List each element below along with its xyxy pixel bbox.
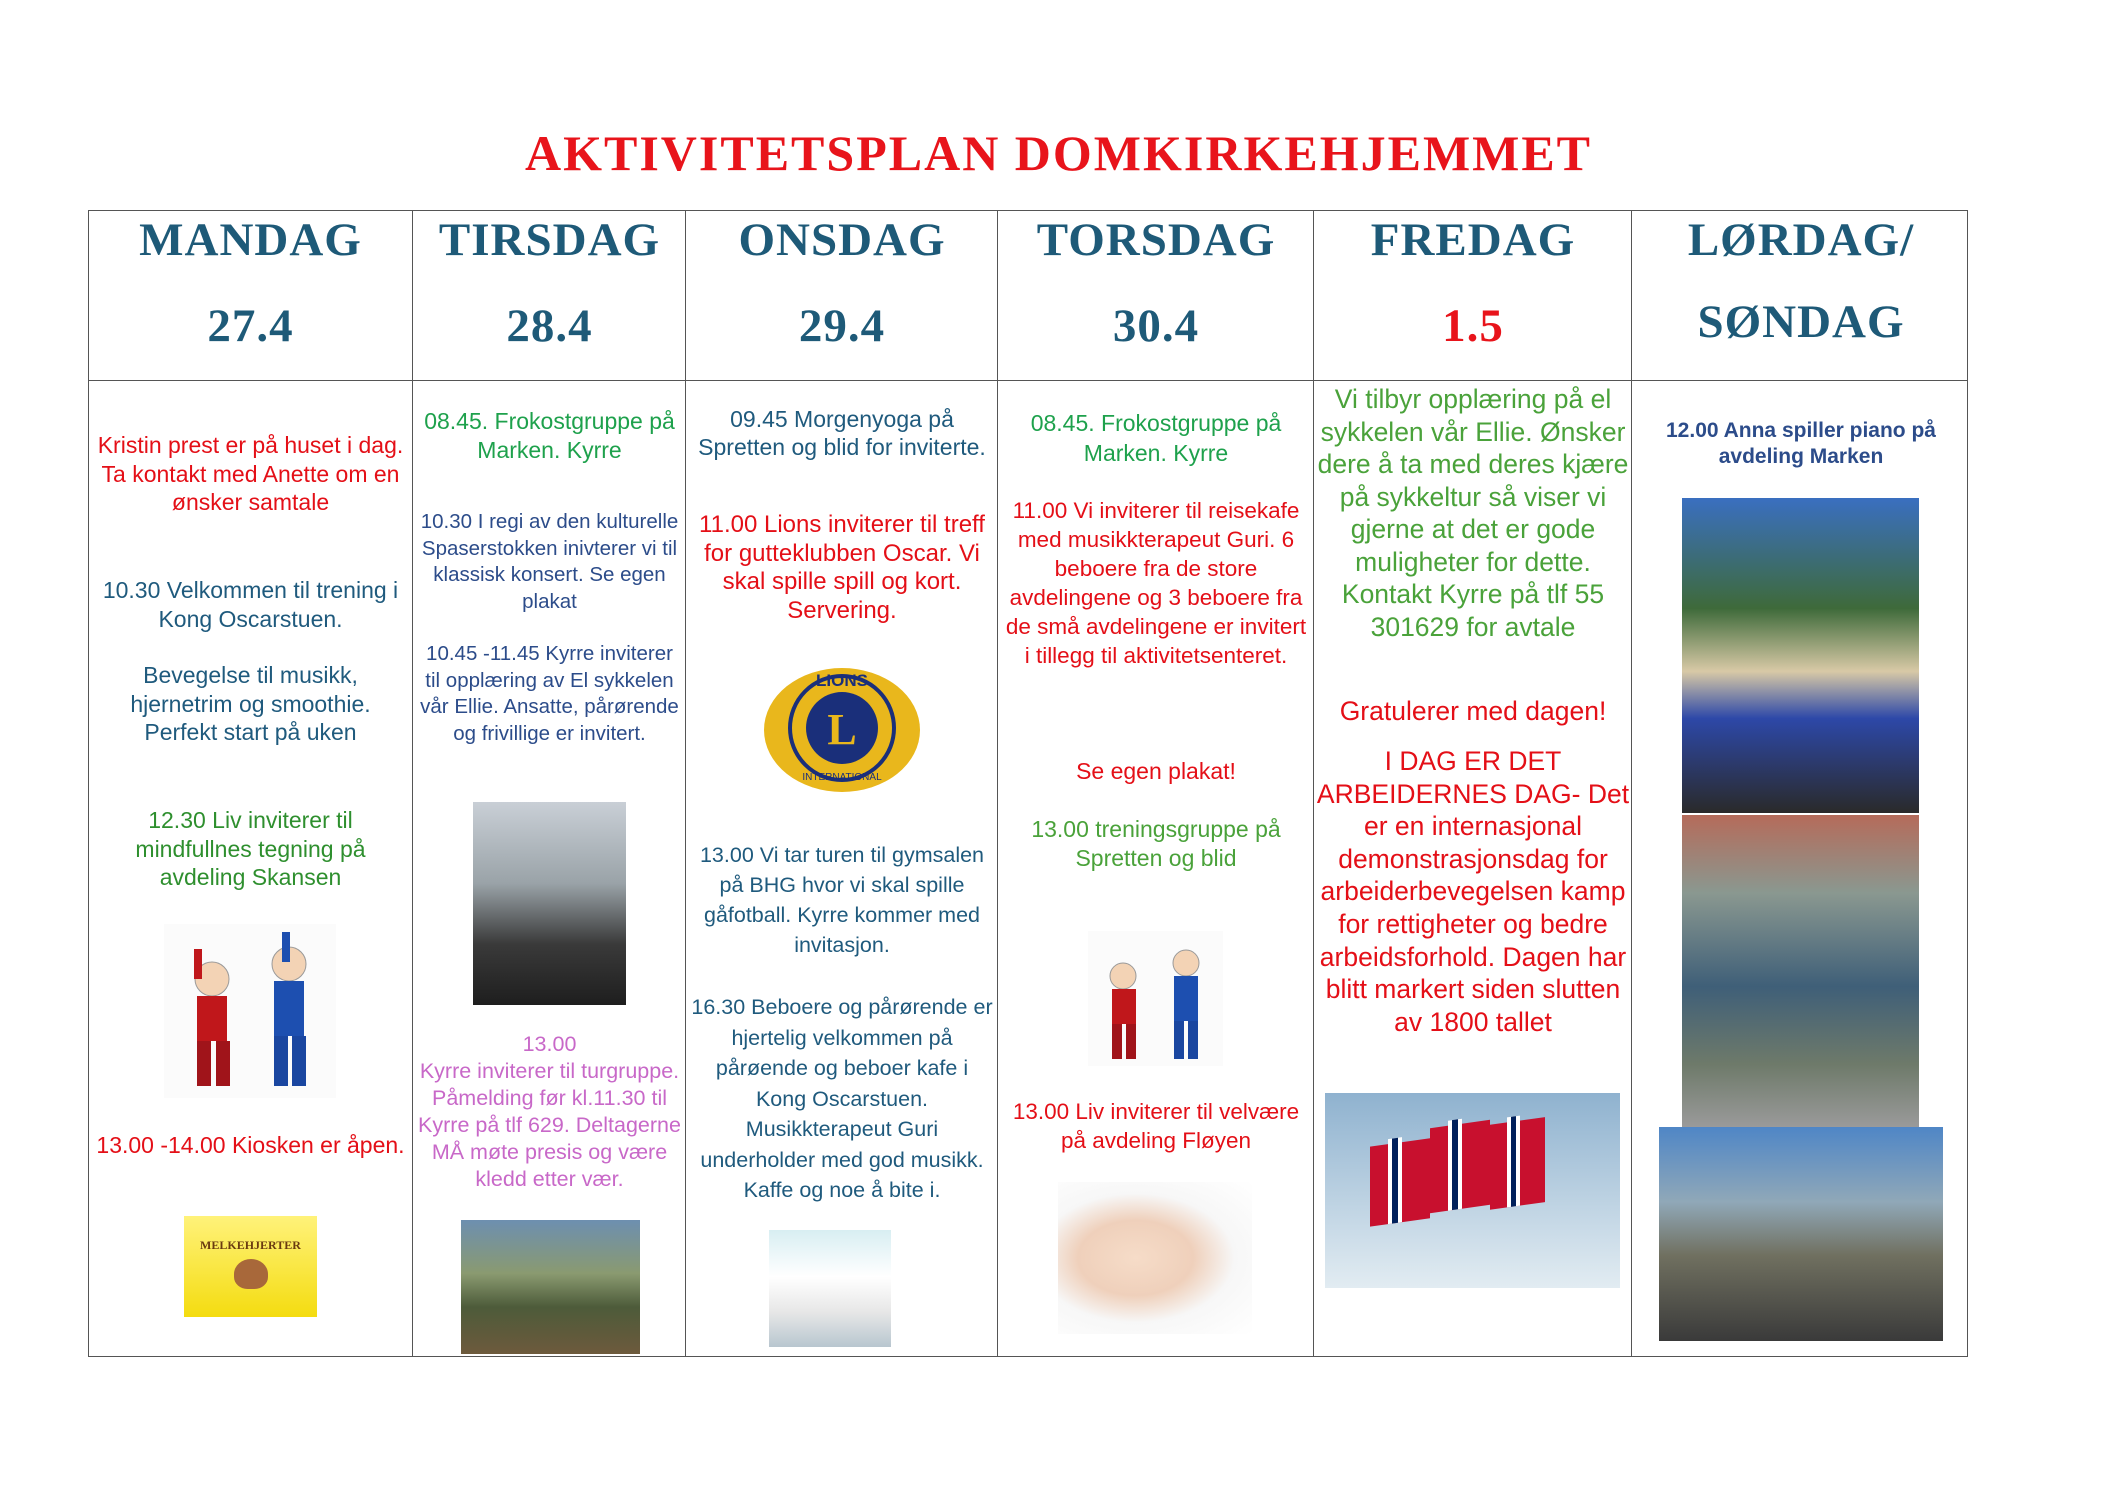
entry: 10.45 -11.45 Kyrre inviterer til opplæring av El sykkelen vår Ellie. Ansatte, pårørende og frivillige er invitert. <box>420 642 679 745</box>
column-friday <box>1313 211 1632 1356</box>
day-name: TORSDAG <box>1036 214 1276 266</box>
day-name-second-line: SØNDAG <box>1697 296 1905 348</box>
column-weekend <box>1631 211 1970 1356</box>
norwegian-flags-photo <box>1325 1093 1620 1288</box>
activity-schedule-table <box>88 210 1968 1357</box>
residents-outdoors-photo <box>1682 498 1919 813</box>
entry: 13.00 Liv inviterer til velvære på avdeling Fløyen <box>1012 1099 1300 1153</box>
seniors-exercising-illustration <box>164 924 336 1098</box>
entry: 13.00 treningsgruppe på Spretten og blid <box>1031 816 1281 871</box>
entry: 13.00 <box>522 1032 577 1056</box>
residents-terrace-photo <box>1659 1127 1943 1341</box>
day-date: 29.4 <box>798 300 886 352</box>
entry: 12.00 Anna spiller piano på avdeling Marken <box>1666 419 1936 468</box>
entry: 13.00 -14.00 Kiosken er åpen. <box>96 1132 405 1158</box>
svg-text:LIONS: LIONS <box>816 671 868 690</box>
entry: 13.00 Vi tar turen til gymsalen på BHG hvor vi skal spille gåfotball. Kyrre kommer med invitasjon. <box>699 843 985 957</box>
day-date: 1.5 <box>1442 300 1504 352</box>
lions-international-logo <box>762 652 922 808</box>
entry: I DAG ER DET ARBEIDERNES DAG- Det er en internasjonal demonstrasjonsdag for arbeiderbevegelsen kamp for rettigheter og bedre arbeidsforhold. Dagen har blitt markert siden slutten av 1800 tallet <box>1316 746 1630 1037</box>
svg-text:L: L <box>827 705 857 754</box>
entry: 08.45. Frokostgruppe på Marken. Kyrre <box>1030 410 1282 466</box>
day-date: 28.4 <box>506 300 593 352</box>
entry: 11.00 Lions inviterer til treff for gutteklubben Oscar. Vi skal spille spill og kort. Servering. <box>699 511 985 624</box>
entry: 10.30 Velkommen til trening i Kong Oscarstuen. <box>102 577 399 632</box>
day-date: 30.4 <box>1112 300 1200 352</box>
melkehjerter-chocolate-box: MELKEHJERTER <box>184 1216 317 1317</box>
music-mug-photo <box>769 1230 891 1347</box>
day-name: ONSDAG <box>738 214 946 266</box>
entry: 11.00 Vi inviterer til reisekafe med musikkterapeut Guri. 6 beboere fra de store avdelingene og 3 beboere fra de små avdelingene er invitert i tillegg til aktivitetsenteret. <box>1005 498 1307 668</box>
walking-group-photo <box>461 1220 640 1354</box>
entry: 09.45 Morgenyoga på Spretten og blid for inviterte. <box>698 406 986 460</box>
day-name: MANDAG <box>139 214 362 266</box>
entry: 12.30 Liv inviterer til mindfullnes tegning på avdeling Skansen <box>135 807 366 890</box>
entry: Vi tilbyr opplæring på el sykkelen vår Ellie. Ønsker dere å ta med deres kjære på sykkeltur så viser vi gjerne at det er gode muligheter for dette. Kontakt Kyrre på tlf 55 301629 for avtale <box>1317 384 1629 642</box>
column-thursday <box>997 211 1314 1356</box>
svg-text:INTERNATIONAL: INTERNATIONAL <box>802 772 882 783</box>
residents-by-house-photo <box>1682 815 1919 1127</box>
entry: Kyrre inviterer til turgruppe. Påmelding før kl.11.30 til Kyrre på tlf 629. Deltagerne MÅ møte presis og være kledd etter vær. <box>418 1059 681 1191</box>
column-wednesday <box>685 211 998 1356</box>
column-tuesday <box>412 211 686 1356</box>
seniors-exercising-illustration <box>1088 931 1223 1066</box>
page-title: AKTIVITETSPLAN DOMKIRKEHJEMMET <box>524 125 1593 181</box>
day-name: LØRDAG/ <box>1687 214 1915 266</box>
entry: Gratulerer med dagen! <box>1339 696 1607 726</box>
entry: 08.45. Frokostgruppe på Marken. Kyrre <box>424 408 675 463</box>
column-monday <box>89 211 412 1356</box>
entry: 16.30 Beboere og pårørende er hjertelig velkommen på pårøende og beboer kafe i Kong Oscarstuen. Musikkterapeut Guri underholder med god musikk. Kaffe og noe å bite i. <box>691 995 993 1202</box>
day-date: 27.4 <box>207 300 294 352</box>
entry: Kristin prest er på huset i dag. Ta kontakt med Anette om en ønsker samtale <box>97 432 404 515</box>
entry: 10.30 I regi av den kulturelle Spaserstokken inivterer vi til klassisk konsert. Se egen plakat <box>420 510 679 613</box>
day-name: FREDAG <box>1370 214 1576 266</box>
day-name: TIRSDAG <box>438 214 661 266</box>
electric-bike-photo <box>473 802 626 1005</box>
entry: Se egen plakat! <box>1076 758 1236 784</box>
manicure-hands-photo <box>1058 1182 1252 1334</box>
entry: Bevegelse til musikk, hjernetrim og smoothie. Perfekt start på uken <box>130 662 371 745</box>
